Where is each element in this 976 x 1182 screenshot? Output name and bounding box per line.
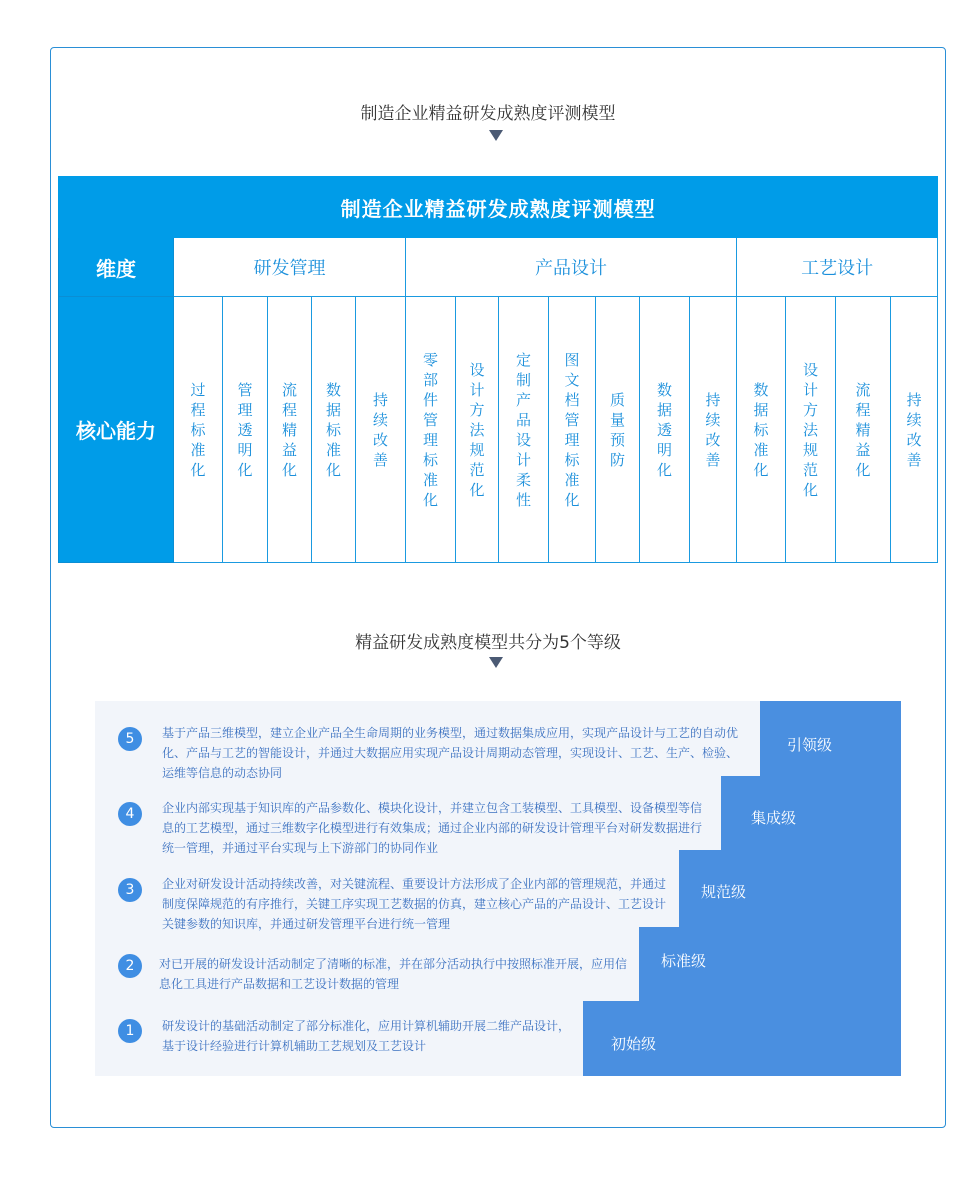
dimension-product-design: 产品设计 <box>406 238 737 297</box>
level-name-1: 初始级 <box>611 1035 657 1053</box>
capability-cell: 数据标准化 <box>737 297 786 563</box>
level-name-4: 集成级 <box>751 809 797 827</box>
capability-cell: 持续改善 <box>891 297 938 563</box>
capability-cell: 图文档管理标准化 <box>549 297 596 563</box>
capability-cell: 定制产品设计柔性 <box>499 297 549 563</box>
model-caption: 制造企业精益研发成熟度评测模型 <box>360 104 616 124</box>
dimension-rd-management: 研发管理 <box>174 238 406 297</box>
capability-cell: 设计方法规范化 <box>456 297 499 563</box>
level-name-3: 规范级 <box>701 883 747 901</box>
level-number-badge: 5 <box>118 727 142 751</box>
levels-caption: 精益研发成熟度模型共分为5个等级 <box>355 633 621 653</box>
level-name-2: 标准级 <box>661 952 707 970</box>
down-arrow-icon <box>489 657 503 668</box>
model-title: 制造企业精益研发成熟度评测模型 <box>59 177 938 238</box>
level-name-5: 引领级 <box>787 736 833 754</box>
capability-cell: 管理透明化 <box>223 297 268 563</box>
capability-cell: 零部件管理标准化 <box>406 297 456 563</box>
dimension-process-design: 工艺设计 <box>737 238 938 297</box>
level-description-4: 企业内部实现基于知识库的产品参数化、模块化设计，并建立包含工装模型、工具模型、设备模型等信息的工艺模型，通过三维数字化模型进行有效集成；通过企业内部的研发设计管理平台对研发数据进行统一管理，并通过平台实现与上下游部门的协同作业 <box>162 801 703 855</box>
capability-cell: 持续改善 <box>690 297 737 563</box>
capability-cell: 数据标准化 <box>312 297 356 563</box>
level-number-badge: 4 <box>118 802 142 826</box>
capability-label: 核心能力 <box>59 297 174 563</box>
level-description-2: 对已开展的研发设计活动制定了清晰的标准，并在部分活动执行中按照标准开展，应用信息化工具进行产品数据和工艺设计数据的管理 <box>159 957 628 991</box>
capability-cell: 流程精益化 <box>268 297 312 563</box>
dimension-label: 维度 <box>59 238 174 297</box>
level-description-3: 企业对研发设计活动持续改善，对关键流程、重要设计方法形成了企业内部的管理规范，并通过制度保障规范的有序推行，关键工序实现工艺数据的仿真，建立核心产品的产品设计、工艺设计关键参数的知识库，并通过研发管理平台进行统一管理 <box>162 877 667 931</box>
capability-cell: 过程标准化 <box>174 297 223 563</box>
down-arrow-icon <box>489 130 503 141</box>
capability-cell: 设计方法规范化 <box>786 297 836 563</box>
level-description-1: 研发设计的基础活动制定了部分标准化，应用计算机辅助开展二维产品设计，基于设计经验进行计算机辅助工艺规划及工艺设计 <box>162 1019 571 1053</box>
level-number-badge: 1 <box>118 1019 142 1043</box>
capability-cell: 流程精益化 <box>836 297 891 563</box>
maturity-levels-panel <box>95 701 901 1076</box>
level-description-5: 基于产品三维模型，建立企业产品全生命周期的业务模型，通过数据集成应用，实现产品设计与工艺的自动优化、产品与工艺的智能设计，并通过大数据应用实现产品设计周期动态管理，实现设计、工艺、生产、检验、运维等信息的动态协同 <box>162 726 739 780</box>
capability-cell: 质量预防 <box>596 297 640 563</box>
capability-cell: 数据透明化 <box>640 297 690 563</box>
maturity-model-table <box>58 176 938 563</box>
capability-cell: 持续改善 <box>356 297 406 563</box>
level-number-badge: 3 <box>118 878 142 902</box>
level-number-badge: 2 <box>118 954 142 978</box>
